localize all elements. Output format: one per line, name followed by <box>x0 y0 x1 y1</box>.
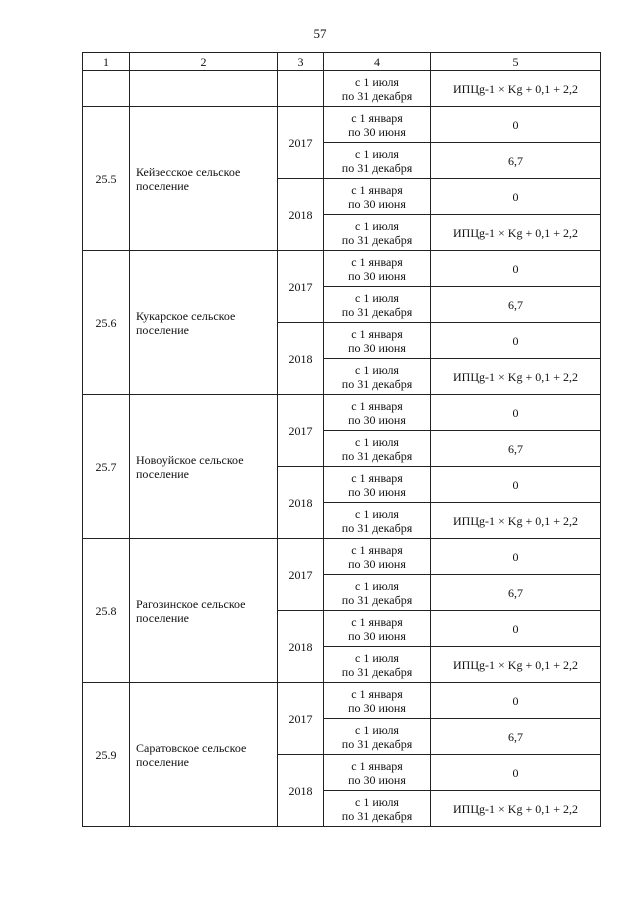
period-start: с 1 июля <box>355 794 399 809</box>
period-end: по 31 декабря <box>341 88 413 103</box>
period-end: по 31 декабря <box>341 592 413 607</box>
item-number: 25.9 <box>83 683 130 827</box>
period-end: по 31 декабря <box>341 736 413 751</box>
period-end: по 30 июня <box>348 484 406 499</box>
value-cell: 0 <box>431 179 601 215</box>
header-cell: 3 <box>278 53 324 71</box>
period-cell <box>324 503 431 539</box>
period-cell <box>324 683 431 719</box>
item-number: 25.5 <box>83 107 130 251</box>
period-start: с 1 июля <box>355 218 399 233</box>
period-end: по 30 июня <box>348 268 406 283</box>
year-cell: 2018 <box>278 467 324 539</box>
year-cell: 2018 <box>278 611 324 683</box>
period-end: по 30 июня <box>348 196 406 211</box>
period-start: с 1 января <box>351 542 403 557</box>
period-end: по 31 декабря <box>341 376 413 391</box>
value-cell: 0 <box>431 107 601 143</box>
period-start: с 1 июля <box>355 290 399 305</box>
period-cell <box>324 755 431 791</box>
period-cell <box>324 395 431 431</box>
settlement-name: Новоуйское сельское поселение <box>130 395 278 539</box>
header-row <box>83 53 601 71</box>
period-cell <box>324 323 431 359</box>
value-cell: 0 <box>431 755 601 791</box>
period-end: по 31 декабря <box>341 808 413 823</box>
value-cell: 6,7 <box>431 719 601 755</box>
header-cell: 2 <box>130 53 278 71</box>
period-cell <box>324 575 431 611</box>
period-cell <box>324 107 431 143</box>
period-start: с 1 января <box>351 326 403 341</box>
period-cell <box>324 251 431 287</box>
value-cell: 6,7 <box>431 287 601 323</box>
period-end: по 30 июня <box>348 124 406 139</box>
value-cell: ИПЦg-1 × Kg + 0,1 + 2,2 <box>431 647 601 683</box>
table-row <box>83 683 601 719</box>
period-start: с 1 января <box>351 110 403 125</box>
period-start: с 1 января <box>351 758 403 773</box>
period-cell <box>324 71 431 107</box>
period-cell <box>324 539 431 575</box>
header-cell: 1 <box>83 53 130 71</box>
period-cell <box>324 431 431 467</box>
year-cell: 2017 <box>278 251 324 323</box>
period-start: с 1 июля <box>355 74 399 89</box>
period-end: по 31 декабря <box>341 520 413 535</box>
year-cell: 2018 <box>278 179 324 251</box>
period-end: по 30 июня <box>348 412 406 427</box>
period-start: с 1 июля <box>355 506 399 521</box>
table-row <box>83 251 601 287</box>
period-start: с 1 июля <box>355 146 399 161</box>
value-cell: ИПЦg-1 × Kg + 0,1 + 2,2 <box>431 791 601 827</box>
year-cell: 2017 <box>278 107 324 179</box>
period-cell <box>324 719 431 755</box>
period-cell <box>324 611 431 647</box>
value-cell: 6,7 <box>431 143 601 179</box>
period-start: с 1 января <box>351 398 403 413</box>
period-end: по 31 декабря <box>341 304 413 319</box>
value-cell: 0 <box>431 323 601 359</box>
period-start: с 1 июля <box>355 650 399 665</box>
period-cell <box>324 647 431 683</box>
value-cell: 0 <box>431 251 601 287</box>
value-cell: 0 <box>431 611 601 647</box>
period-cell <box>324 179 431 215</box>
period-start: с 1 июля <box>355 578 399 593</box>
period-end: по 30 июня <box>348 556 406 571</box>
settlement-name: Рагозинское сельское поселение <box>130 539 278 683</box>
value-cell: ИПЦg-1 × Kg + 0,1 + 2,2 <box>431 215 601 251</box>
period-end: по 30 июня <box>348 700 406 715</box>
period-start: с 1 января <box>351 614 403 629</box>
value-cell: 6,7 <box>431 431 601 467</box>
period-end: по 30 июня <box>348 628 406 643</box>
period-end: по 31 декабря <box>341 448 413 463</box>
year-cell <box>278 71 324 107</box>
period-start: с 1 января <box>351 470 403 485</box>
period-cell <box>324 287 431 323</box>
period-cell <box>324 467 431 503</box>
period-start: с 1 января <box>351 254 403 269</box>
period-end: по 30 июня <box>348 772 406 787</box>
year-cell: 2017 <box>278 395 324 467</box>
tariff-table <box>82 52 601 827</box>
continuation-row <box>83 71 601 107</box>
table-row <box>83 107 601 143</box>
year-cell: 2017 <box>278 539 324 611</box>
period-start: с 1 июля <box>355 722 399 737</box>
period-cell <box>324 359 431 395</box>
value-cell: ИПЦg-1 × Kg + 0,1 + 2,2 <box>431 503 601 539</box>
value-cell: 0 <box>431 683 601 719</box>
table-row <box>83 539 601 575</box>
period-cell <box>324 791 431 827</box>
settlement-name: Саратовское сельское поселение <box>130 683 278 827</box>
name-cell <box>130 71 278 107</box>
period-cell <box>324 215 431 251</box>
value-cell: 0 <box>431 539 601 575</box>
period-start: с 1 июля <box>355 434 399 449</box>
year-cell: 2017 <box>278 683 324 755</box>
year-cell: 2018 <box>278 755 324 827</box>
item-number: 25.7 <box>83 395 130 539</box>
item-number: 25.8 <box>83 539 130 683</box>
item-number: 25.6 <box>83 251 130 395</box>
period-start: с 1 января <box>351 686 403 701</box>
period-end: по 30 июня <box>348 340 406 355</box>
value-cell: ИПЦg-1 × Kg + 0,1 + 2,2 <box>431 71 601 107</box>
header-cell: 4 <box>324 53 431 71</box>
period-end: по 31 декабря <box>341 232 413 247</box>
page-number: 57 <box>313 26 327 41</box>
header-cell: 5 <box>431 53 601 71</box>
period-cell <box>324 143 431 179</box>
value-cell: 0 <box>431 395 601 431</box>
num-cell <box>83 71 130 107</box>
value-cell: 0 <box>431 467 601 503</box>
value-cell: 6,7 <box>431 575 601 611</box>
period-end: по 31 декабря <box>341 160 413 175</box>
period-start: с 1 июля <box>355 362 399 377</box>
value-cell: ИПЦg-1 × Kg + 0,1 + 2,2 <box>431 359 601 395</box>
settlement-name: Кейзесское сельское поселение <box>130 107 278 251</box>
table-row <box>83 395 601 431</box>
period-end: по 31 декабря <box>341 664 413 679</box>
year-cell: 2018 <box>278 323 324 395</box>
period-start: с 1 января <box>351 182 403 197</box>
settlement-name: Кукарское сельское поселение <box>130 251 278 395</box>
